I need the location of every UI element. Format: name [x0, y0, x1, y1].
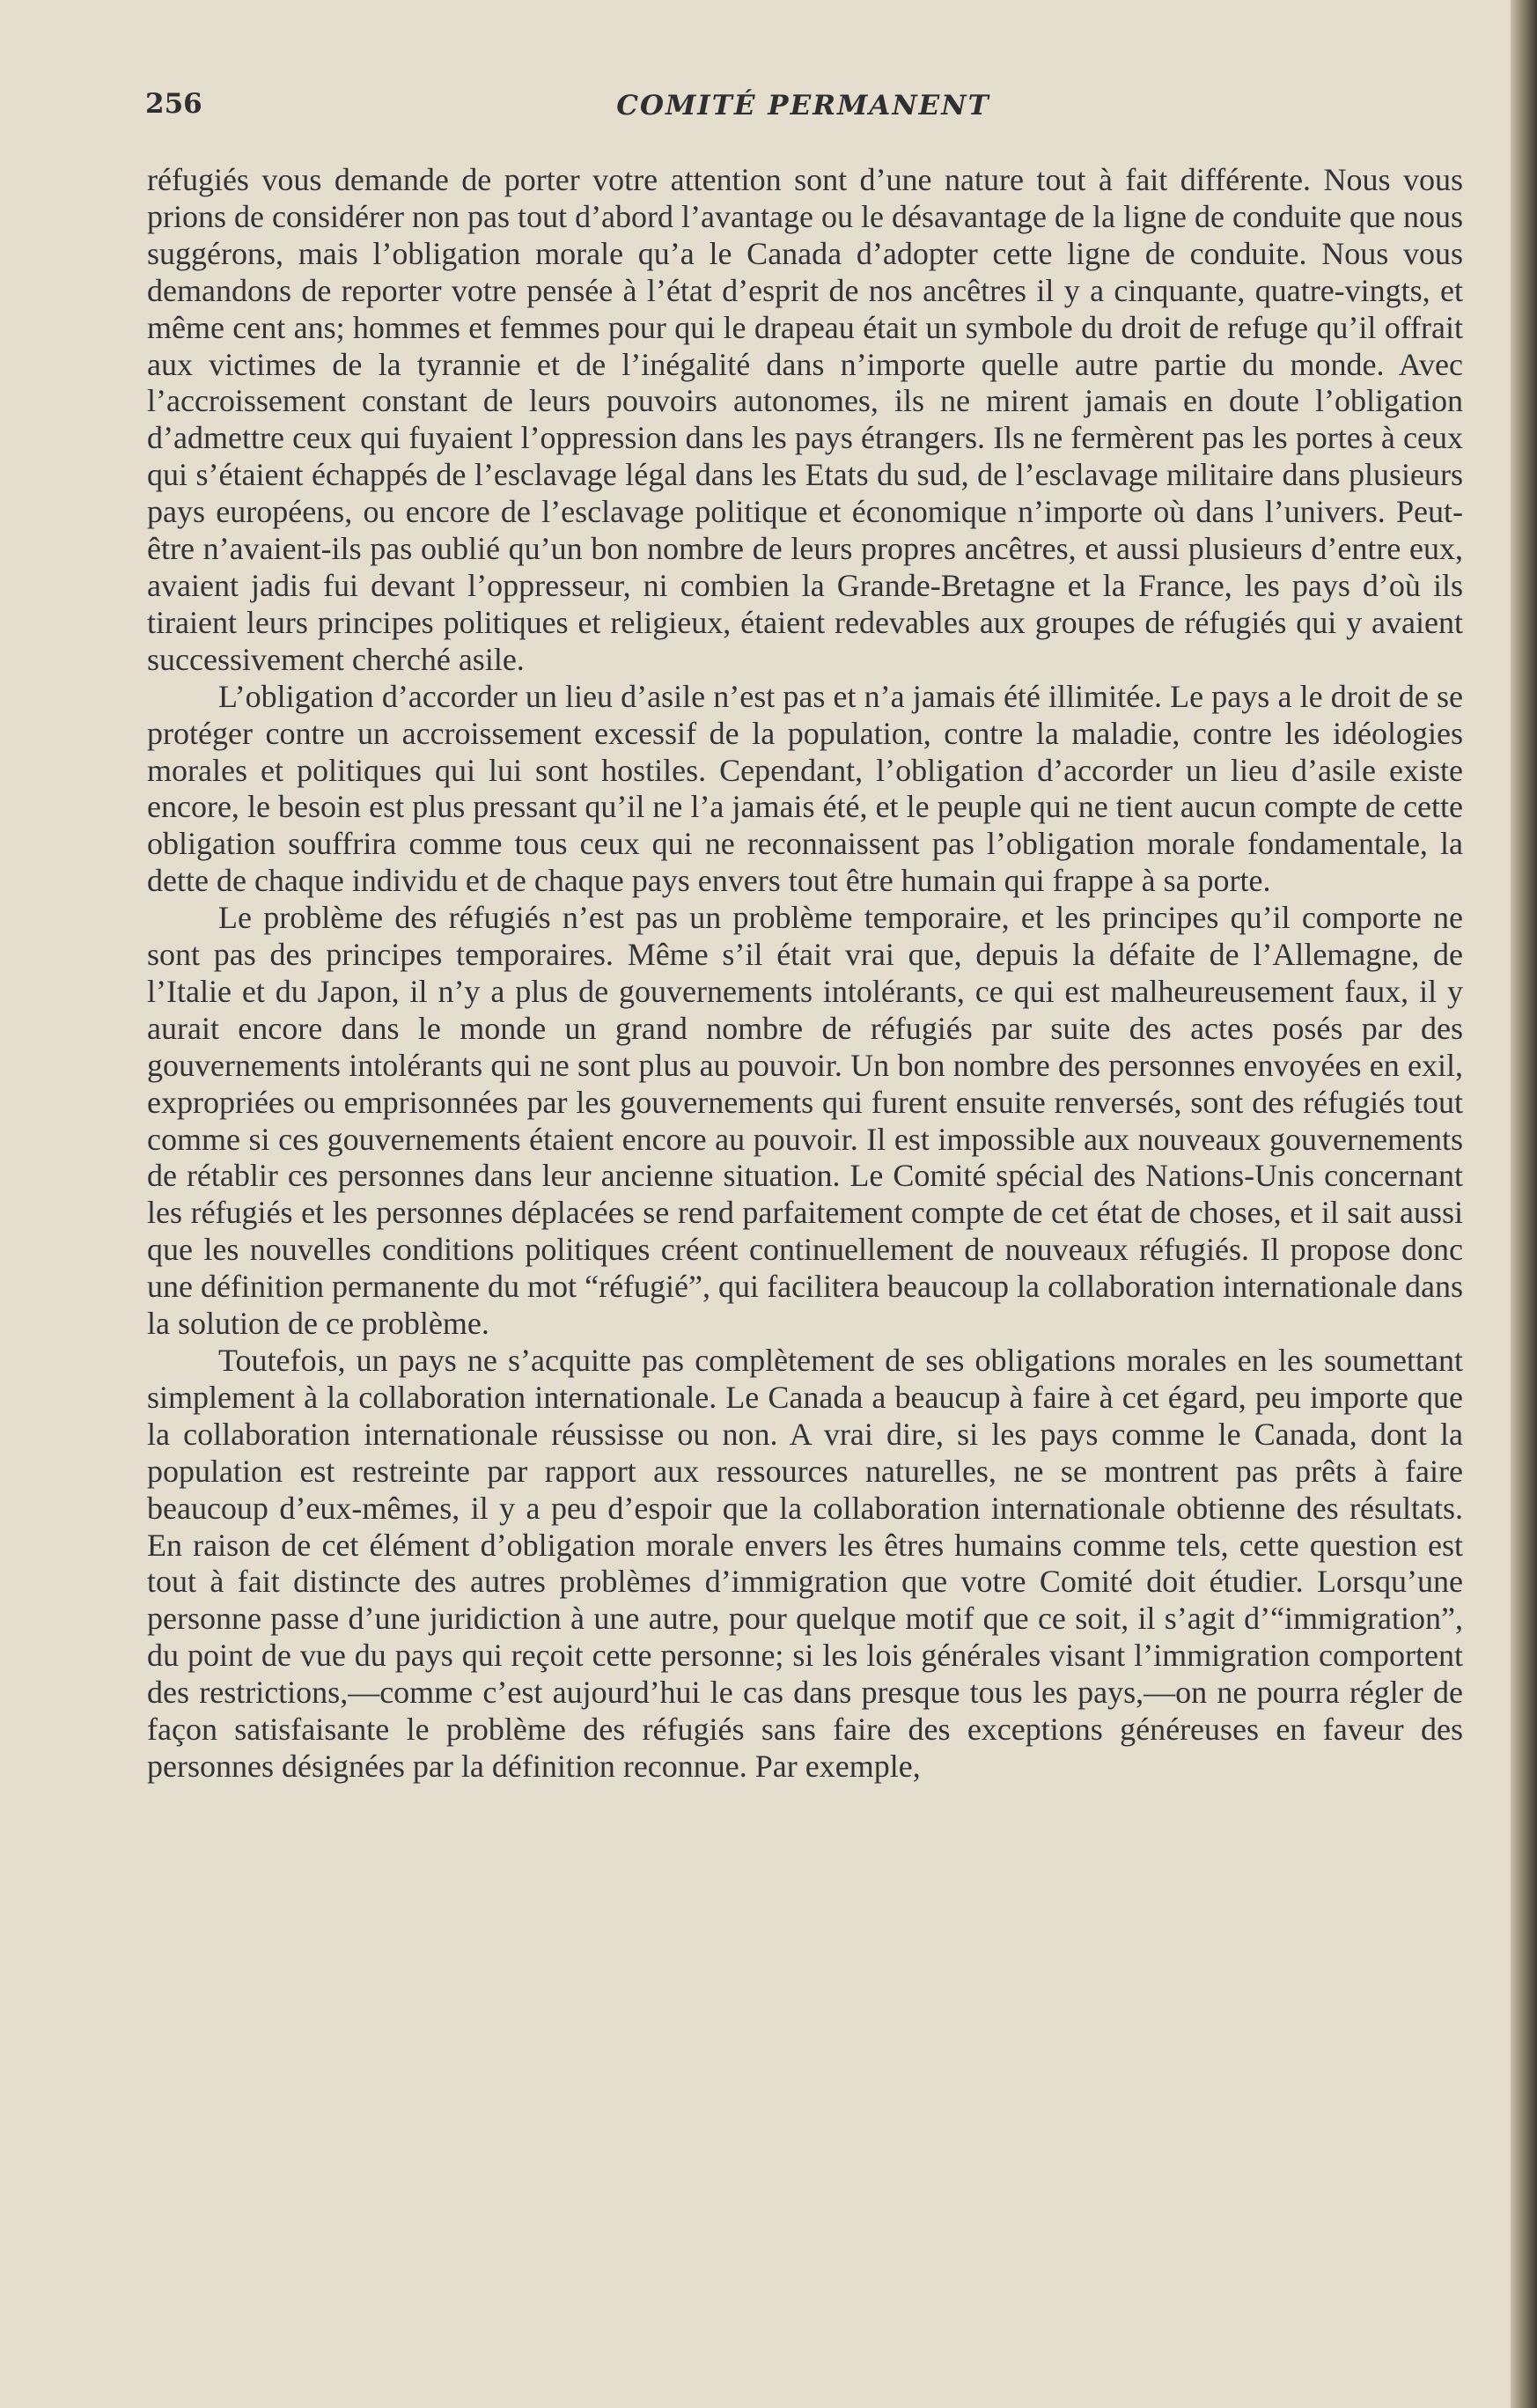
paragraph-4: Toutefois, un pays ne s’acquitte pas complètement de ses obligations morales en les soumettant simplement à la collaboration internationale. Le Canada a beaucup à faire à cet égard, peu importe que la collaboration internationale réussisse ou non. A vrai dire, si les pays comme le Canada, dont la population est restreinte par rapport aux ressources naturelles, ne se montrent pas prêts à faire beaucoup d’eux-mêmes, il y a peu d’espoir que la collaboration internationale obtienne des résultats. En raison de cet élément d’obligation morale envers les êtres humains comme tels, cette question est tout à fait distincte des autres problèmes d’immigration que votre Comité doit étudier. Lorsqu’une personne passe d’une juridiction à une autre, pour quelque motif que ce soit, il s’agit d’“immigration”, du point de vue du pays qui reçoit cette personne; si les lois générales visant l’immigration comportent des restrictions,—comme c’est aujourd’hui le cas dans presque tous les pays,—on ne pourra régler de façon satisfaisante le problème des réfugiés sans faire des exceptions généreuses en faveur des personnes désignées par la définition reconnue. Par exemple, — [147, 1343, 1463, 1784]
paragraph-1: réfugiés vous demande de porter votre attention sont d’une nature tout à fait différente. Nous vous prions de considérer non pas tout d’abord l’avantage ou le désavantage de la ligne de conduite que nous suggérons, mais l’obligation morale qu’a le Canada d’adopter cette ligne de conduite. Nous vous demandons de reporter votre pensée à l’état d’esprit de nos ancêtres il y a cinquante, quatre-vingts, et même cent ans; hommes et femmes pour qui le drapeau était un symbole du droit de refuge qu’il offrait aux victimes de la tyrannie et de l’inégalité dans n’importe quelle autre partie du monde. Avec l’accroissement constant de leurs pouvoirs autonomes, ils ne mirent jamais en doute l’obligation d’admettre ceux qui fuyaient l’oppression dans les pays étrangers. Ils ne fermèrent pas les portes à ceux qui s’étaient échappés de l’esclavage légal dans les Etats du sud, de l’esclavage militaire dans plusieurs pays européens, ou encore de l’esclavage politique et économique n’importe où dans l’univers. Peut-être n’avaient-ils pas oublié qu’un bon nombre de leurs propres ancêtres, et aussi plusieurs d’entre eux, avaient jadis fui devant l’oppresseur, ni combien la Grande-Bretagne et la France, les pays d’où ils tiraient leurs principes politiques et religieux, étaient redevables aux groupes de réfugiés qui y avaient successivement cherché asile. — [147, 162, 1463, 677]
paragraph-2: L’obligation d’accorder un lieu d’asile n’est pas et n’a jamais été illimitée. Le pays a le droit de se protéger contre un accroissement excessif de la population, contre la maladie, contre les idéologies morales et politiques qui lui sont hostiles. Cependant, l’obligation d’accorder un lieu d’asile existe encore, le besoin est plus pressant qu’il ne l’a jamais été, et le peuple qui ne tient aucun compte de cette obligation souffrira comme tous ceux qui ne reconnaissent pas l’obligation morale fondamentale, la dette de chaque individu et de chaque pays envers tout être humain qui frappe à sa porte. — [147, 678, 1463, 899]
paragraph-3: Le problème des réfugiés n’est pas un problème temporaire, et les principes qu’il comporte ne sont pas des principes temporaires. Même s’il était vrai que, depuis la défaite de l’Allemagne, de l’Italie et du Japon, il n’y a plus de gouvernements intolérants, ce qui est malheureusement faux, il y aurait encore dans le monde un grand nombre de réfugiés par suite des actes posés par des gouvernements intolérants qui ne sont plus au pouvoir. Un bon nombre des personnes envoyées en exil, expropriées ou emprisonnées par les gouvernements qui furent ensuite renversés, sont des réfugiés tout comme si ces gouvernements étaient encore au pouvoir. Il est impossible aux nouveaux gouvernements de rétablir ces personnes dans leur ancienne situation. Le Comité spécial des Nations-Unis concernant les réfugiés et les personnes déplacées se rend parfaitement compte de cet état de choses, et il sait aussi que les nouvelles conditions politiques créent continuellement de nouveaux réfugiés. Il propose donc une définition permanente du mot “réfugié”, qui facilitera beaucoup la collaboration internationale dans la solution de ce problème. — [147, 900, 1463, 1342]
body-text — [147, 162, 1463, 1786]
page-number: 256 — [145, 88, 202, 120]
page-binding-edge — [1511, 0, 1537, 2408]
running-title: COMITÉ PERMANENT — [616, 90, 990, 122]
page-header — [145, 88, 1461, 141]
